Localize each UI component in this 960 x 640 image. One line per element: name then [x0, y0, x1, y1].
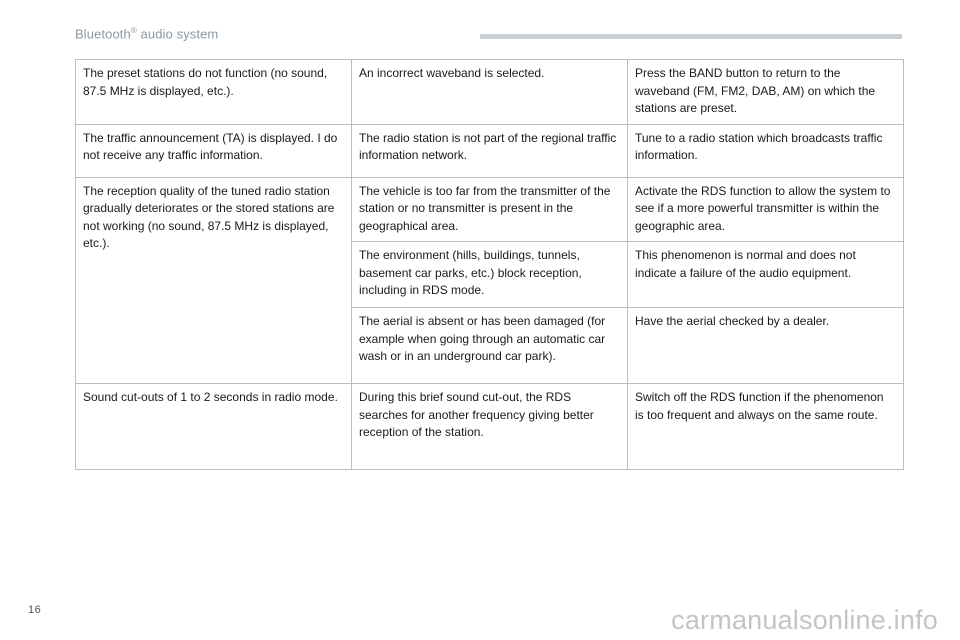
cause-cell: The environment (hills, buildings, tunnels, basement car parks, etc.) block reception, including in RDS mode. [352, 242, 628, 308]
solution-cell: Switch off the RDS function if the phenomenon is too frequent and always on the same route. [628, 384, 904, 470]
problem-cell: Sound cut-outs of 1 to 2 seconds in radio mode. [76, 384, 352, 470]
solution-cell: Activate the RDS function to allow the system to see if a more powerful transmitter is within the geographic area. [628, 177, 904, 242]
solution-cell: Tune to a radio station which broadcasts traffic information. [628, 124, 904, 177]
page-header-title [75, 26, 218, 41]
cause-cell: During this brief sound cut-out, the RDS searches for another frequency giving better reception of the station. [352, 384, 628, 470]
table-row [76, 60, 904, 125]
cause-cell: The aerial is absent or has been damaged (for example when going through an automatic car wash or in an underground car park). [352, 308, 628, 384]
problem-cell: The reception quality of the tuned radio station gradually deteriorates or the stored stations are not working (no sound, 87.5 MHz is displayed, etc.). [76, 177, 352, 384]
troubleshooting-table [75, 59, 904, 470]
solution-cell: This phenomenon is normal and does not indicate a failure of the audio equipment. [628, 242, 904, 308]
site-watermark: carmanualsonline.info [671, 605, 938, 635]
problem-cell: The traffic announcement (TA) is displayed. I do not receive any traffic information. [76, 124, 352, 177]
cause-cell: The vehicle is too far from the transmitter of the station or no transmitter is present in the geographical area. [352, 177, 628, 242]
table-row [76, 124, 904, 177]
registered-mark: ® [130, 26, 137, 35]
page-number: 16 [28, 604, 42, 616]
header-title-text: Bluetooth [75, 26, 131, 42]
cause-cell: The radio station is not part of the regional traffic information network. [352, 124, 628, 177]
cause-cell: An incorrect waveband is selected. [352, 60, 628, 125]
table-row [76, 177, 904, 242]
problem-cell: The preset stations do not function (no sound, 87.5 MHz is displayed, etc.). [76, 60, 352, 125]
header-divider-bar [480, 34, 902, 39]
solution-cell: Press the BAND button to return to the waveband (FM, FM2, DAB, AM) on which the stations are preset. [628, 60, 904, 125]
table-row [76, 384, 904, 470]
header-title-suffix: audio system [136, 26, 219, 42]
solution-cell: Have the aerial checked by a dealer. [628, 308, 904, 384]
